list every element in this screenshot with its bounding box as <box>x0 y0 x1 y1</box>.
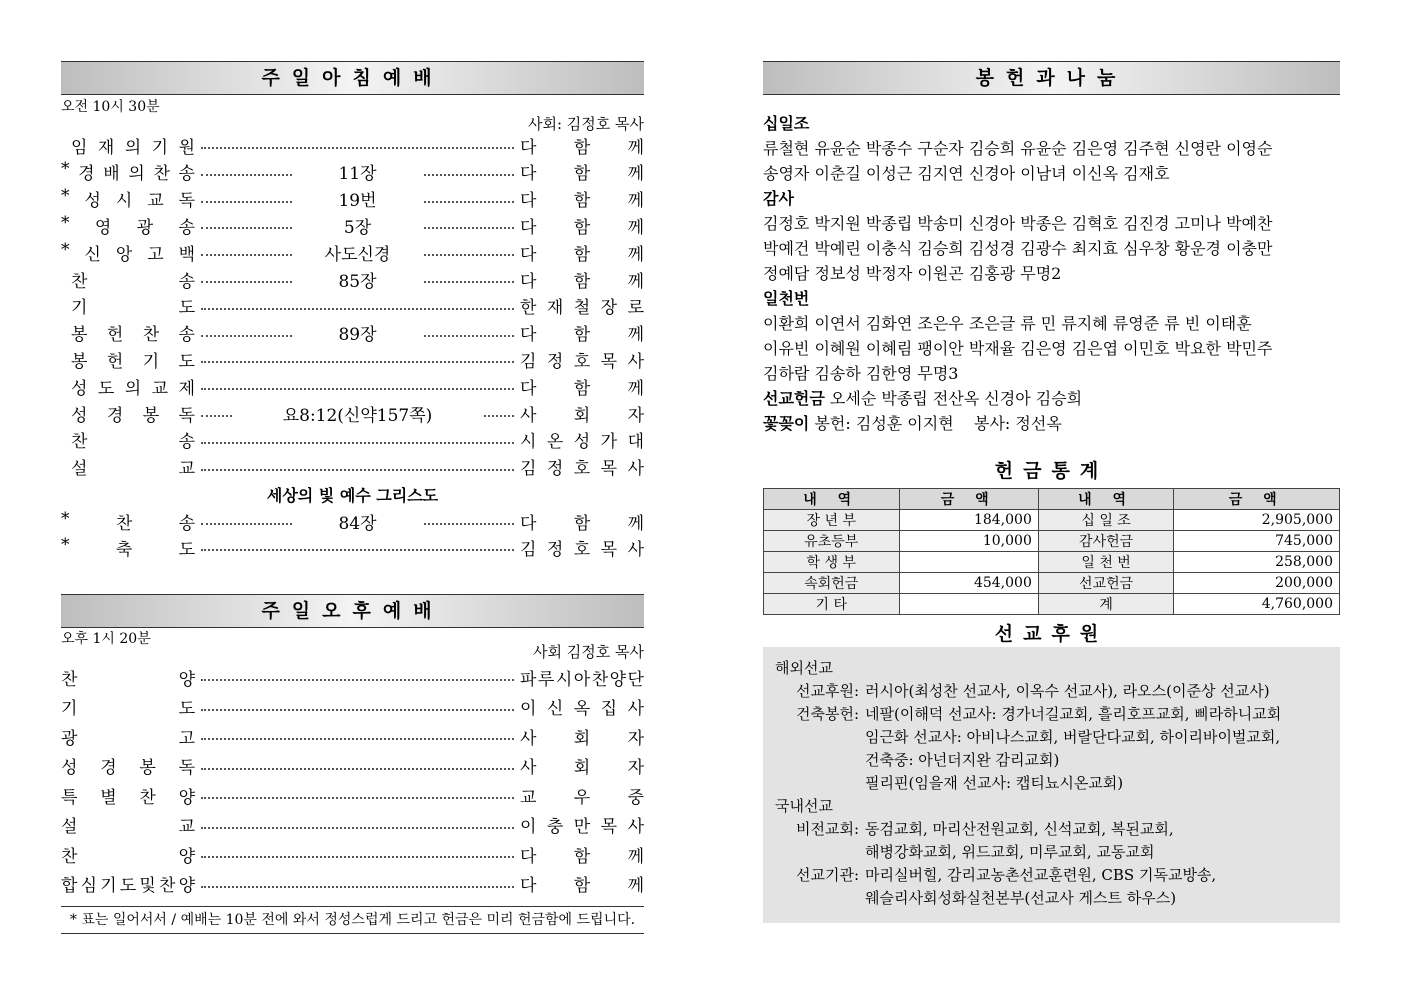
morning-item-label: 찬 송 <box>71 271 195 292</box>
afternoon-item-label: 설 교 <box>61 817 195 837</box>
support-box <box>763 647 1340 923</box>
stats-amount-cell <box>899 552 1038 573</box>
leader-dots <box>424 240 515 256</box>
stats-amount-cell: 10,000 <box>899 531 1038 552</box>
stats-row <box>764 552 1340 573</box>
afternoon-item-row <box>61 812 644 838</box>
closing-item-leader: 다 함 께 <box>520 513 644 534</box>
afternoon-item-leader: 다 함 께 <box>520 876 644 896</box>
left-column <box>61 61 644 981</box>
mission-offering-line <box>763 386 1340 411</box>
ilcheon-names-2: 이유빈 이혜원 이혜림 팽이안 박재율 김은영 김은엽 이민호 박요한 박민주 <box>763 339 1273 358</box>
leader-dots <box>201 695 514 711</box>
overseas-building-row <box>775 703 1340 795</box>
overseas-building-line: 건축중: 아넌더지완 감리교회) <box>865 751 1060 769</box>
afternoon-service-header: 주일오후예배 <box>61 594 644 628</box>
afternoon-item-row <box>61 753 644 779</box>
mission-offering-names: 오세순 박종립 전산옥 신경아 김승희 <box>829 389 1083 408</box>
offering-list <box>763 111 1340 436</box>
stats-amount-cell: 454,000 <box>899 573 1038 594</box>
closing-item-row <box>61 508 644 534</box>
morning-item-row <box>61 346 644 372</box>
morning-item-leader: 다 함 께 <box>520 191 644 212</box>
afternoon-item-row <box>61 871 644 897</box>
stats-amount-cell: 745,000 <box>1174 531 1340 552</box>
morning-item-label: 성 도 의 교 제 <box>71 378 195 399</box>
stats-item-cell: 학 생 부 <box>764 552 900 573</box>
flower-text: 봉헌: 김성훈 이지현 봉사: 정선옥 <box>814 414 1062 433</box>
morning-item-row <box>61 400 644 426</box>
morning-item-label: * 신 앙 고 백 <box>61 239 195 265</box>
stats-title: 헌금통계 <box>994 460 1109 482</box>
leader-dots <box>201 872 514 888</box>
closing-item-leader: 김 정 호 목 사 <box>520 539 644 560</box>
stats-amount-cell: 184,000 <box>899 510 1038 531</box>
afternoon-item-label: 찬 양 <box>61 669 195 690</box>
thanks-names-2: 박예건 박예린 이충식 김승희 김성경 김광수 최지효 심우창 황운경 이충만 <box>763 239 1273 258</box>
support-title: 선교후원 <box>994 623 1109 645</box>
overseas-building-line: 임근화 선교사: 아비나스교회, 버랄단다교회, 하이리바이벌교회, <box>865 728 1281 746</box>
leader-dots <box>201 724 514 740</box>
leader-dots <box>484 401 515 417</box>
tithe-label: 십일조 <box>763 114 810 133</box>
afternoon-item-label: 특 별 찬 양 <box>61 787 195 808</box>
leader-dots <box>424 187 515 203</box>
morning-item-label: 기 도 <box>71 298 195 319</box>
stats-item-cell: 기 타 <box>764 594 900 615</box>
domestic-vision-line: 동검교회, 마리산전원교회, 신석교회, 복된교회, <box>865 820 1174 838</box>
morning-item-row <box>61 373 644 399</box>
morning-item-leader: 시 온 성 가 대 <box>520 432 644 453</box>
afternoon-host: 사회 김정호 목사 <box>533 643 644 661</box>
leader-dots <box>424 267 515 283</box>
ilcheon-names-3: 김하람 김송하 김한영 무명3 <box>763 364 959 383</box>
domestic-label: 국내선교 <box>775 797 833 815</box>
overseas-building-line: 네팔(이해덕 선교사: 경가너길교회, 흘리호프교회, 삐라하니교회 <box>865 705 1282 723</box>
stats-amount-cell: 200,000 <box>1174 573 1340 594</box>
morning-item-detail: 85장 <box>338 271 377 292</box>
leader-dots <box>201 374 514 390</box>
leader-dots <box>201 213 292 229</box>
leader-dots <box>201 783 514 799</box>
leader-dots <box>424 509 515 525</box>
morning-item-detail: 19번 <box>338 191 377 212</box>
overseas-support-row <box>775 680 1340 703</box>
tithe-names-2: 송영자 이춘길 이성근 김지연 신경아 이남녀 이신옥 김재호 <box>763 164 1170 183</box>
morning-item-label: * 영 광 송 <box>61 212 195 238</box>
stats-amount-cell: 4,760,000 <box>1174 594 1340 615</box>
morning-item-label: * 경 배 의 찬 송 <box>61 159 195 185</box>
thanks-names-1: 김정호 박지원 박종립 박송미 신경아 박종은 김혁호 김진경 고미나 박예찬 <box>763 214 1273 233</box>
thanks-label: 감사 <box>763 189 794 208</box>
morning-item-detail: 11장 <box>338 164 377 185</box>
stats-amount-cell: 2,905,000 <box>1174 510 1340 531</box>
leader-dots <box>424 213 515 229</box>
morning-item-label: 성 경 봉 독 <box>71 405 195 426</box>
morning-item-leader: 다 함 께 <box>520 271 644 292</box>
closing-item-detail: 84장 <box>338 513 377 534</box>
leader-dots <box>201 294 514 310</box>
overseas-label: 해외선교 <box>775 659 833 677</box>
afternoon-item-leader: 사 회 자 <box>520 728 644 749</box>
afternoon-time: 오후 1시 20분 <box>61 631 151 647</box>
morning-item-leader: 다 함 께 <box>520 244 644 265</box>
stats-row <box>764 510 1340 531</box>
morning-item-row <box>61 320 644 346</box>
leader-dots <box>201 754 514 770</box>
flower-line <box>763 411 1340 436</box>
overseas-building-label: 건축봉헌: <box>795 705 859 723</box>
morning-item-label: 찬 송 <box>71 432 195 453</box>
morning-item-leader: 다 함 께 <box>520 325 644 346</box>
afternoon-item-leader: 다 함 께 <box>520 846 644 867</box>
stats-item-cell: 감사헌금 <box>1038 531 1174 552</box>
morning-item-leader: 다 함 께 <box>520 217 644 238</box>
morning-item-label: 임 재 의 기 원 <box>71 137 195 158</box>
flower-label: 꽃꽂이 <box>763 414 810 433</box>
stats-header-cell: 금 액 <box>1174 489 1340 510</box>
morning-item-leader: 한 재 철 장 로 <box>520 298 644 319</box>
afternoon-item-label: 광 고 <box>61 728 195 749</box>
morning-item-label: * 성 시 교 독 <box>61 186 195 212</box>
morning-item-leader: 김 정 호 목 사 <box>520 351 644 372</box>
morning-item-row <box>61 266 644 292</box>
morning-item-detail: 89장 <box>338 325 377 346</box>
afternoon-item-label: 찬 양 <box>61 846 195 867</box>
morning-host: 사회: 김정호 목사 <box>527 115 644 133</box>
morning-item-leader: 김 정 호 목 사 <box>520 459 644 480</box>
morning-item-label: 설 교 <box>71 459 195 480</box>
morning-item-leader: 사 회 자 <box>520 405 644 426</box>
afternoon-item-row <box>61 694 644 720</box>
afternoon-item-leader: 이 신 옥 집 사 <box>520 699 644 719</box>
domestic-org-line: 웨슬리사회성화실천본부(선교사 게스트 하우스) <box>865 889 1177 907</box>
morning-item-row <box>61 239 644 265</box>
afternoon-item-row <box>61 664 644 690</box>
afternoon-item-label: 합 심 기 도 및 찬 양 <box>61 876 195 896</box>
afternoon-item-label: 기 도 <box>61 699 195 719</box>
stats-amount-cell <box>899 594 1038 615</box>
leader-dots <box>424 321 515 337</box>
stats-amount-cell: 258,000 <box>1174 552 1340 573</box>
footnote: * 표는 일어서서 / 예배는 10분 전에 와서 정성스럽게 드리고 헌금은 미리 헌금함에 드립니다. <box>61 906 644 934</box>
leader-dots <box>424 160 515 176</box>
afternoon-item-leader: 이 충 만 목 사 <box>520 817 644 837</box>
stats-item-cell: 선교헌금 <box>1038 573 1174 594</box>
ilcheon-names-1: 이환희 이연서 김화연 조은우 조은글 류 민 류지혜 류영준 류 빈 이태훈 <box>763 314 1252 333</box>
stats-item-cell: 일 천 번 <box>1038 552 1174 573</box>
morning-item-label: 봉 헌 기 도 <box>71 351 195 372</box>
domestic-vision-line: 해병강화교회, 위드교회, 미루교회, 교동교회 <box>865 843 1155 861</box>
thanks-names-3: 정예담 정보성 박정자 이원곤 김홍광 무명2 <box>763 264 1062 283</box>
morning-item-leader: 다 함 께 <box>520 378 644 399</box>
afternoon-item-row <box>61 782 644 808</box>
closing-item-row <box>61 534 644 560</box>
leader-dots <box>201 267 292 283</box>
offering-header: 봉헌과나눔 <box>763 61 1340 95</box>
leader-dots <box>201 160 292 176</box>
morning-item-label: 봉 헌 찬 송 <box>71 325 195 346</box>
morning-item-leader: 다 함 께 <box>520 164 644 185</box>
morning-item-detail: 5장 <box>343 217 372 238</box>
leader-dots <box>201 665 514 681</box>
afternoon-item-row <box>61 723 644 749</box>
leader-dots <box>201 813 514 829</box>
overseas-support-label: 선교후원: <box>795 682 859 700</box>
stats-header-cell: 내 역 <box>764 489 900 510</box>
domestic-vision-label: 비전교회: <box>795 820 859 838</box>
morning-item-detail: 사도신경 <box>324 244 391 265</box>
afternoon-item-label: 성 경 봉 독 <box>61 758 195 778</box>
afternoon-item-leader: 교 우 중 <box>520 787 644 808</box>
leader-dots <box>201 401 232 417</box>
morning-time: 오전 10시 30분 <box>61 99 160 115</box>
sermon-title: 세상의 빛 예수 그리스도 <box>266 486 439 505</box>
morning-item-row <box>61 132 644 158</box>
ilcheon-label: 일천번 <box>763 289 810 308</box>
leader-dots <box>201 187 292 203</box>
leader-dots <box>201 347 514 363</box>
stats-item-cell: 속회헌금 <box>764 573 900 594</box>
closing-item-label: * 찬 송 <box>61 508 195 534</box>
morning-item-row <box>61 212 644 238</box>
morning-item-row <box>61 454 644 480</box>
right-column <box>763 61 1340 981</box>
morning-item-detail: 요8:12(신약157쪽) <box>282 405 433 426</box>
leader-dots <box>201 455 514 471</box>
mission-offering-label: 선교헌금 <box>763 389 825 408</box>
leader-dots <box>201 842 514 858</box>
morning-item-row <box>61 186 644 212</box>
stats-row <box>764 594 1340 615</box>
stats-header-cell: 금 액 <box>899 489 1038 510</box>
afternoon-item-leader: 파 루 시 아 찬 양 단 <box>520 669 644 690</box>
leader-dots <box>201 535 514 551</box>
stats-row <box>764 531 1340 552</box>
domestic-org-line: 마리실버힐, 감리교농촌선교훈련원, CBS 기독교방송, <box>865 866 1217 884</box>
leader-dots <box>201 428 514 444</box>
morning-service-header: 주일아침예배 <box>61 61 644 95</box>
stats-item-cell: 장 년 부 <box>764 510 900 531</box>
morning-item-row <box>61 159 644 185</box>
afternoon-item-leader: 사 회 자 <box>520 758 644 778</box>
leader-dots <box>201 133 514 149</box>
leader-dots <box>201 240 292 256</box>
morning-item-row <box>61 293 644 319</box>
overseas-building-line: 필리핀(임을재 선교사: 캡티뇨시온교회) <box>865 774 1124 792</box>
stats-item-cell: 십 일 조 <box>1038 510 1174 531</box>
stats-table <box>763 488 1340 615</box>
stats-item-cell: 유초등부 <box>764 531 900 552</box>
closing-item-label: * 축 도 <box>61 534 195 560</box>
leader-dots <box>201 321 292 337</box>
stats-row <box>764 573 1340 594</box>
overseas-support-text: 러시아(최성찬 선교사, 이옥수 선교사), 라오스(이준상 선교사) <box>865 682 1270 700</box>
stats-header-cell: 내 역 <box>1038 489 1174 510</box>
domestic-vision-row <box>775 818 1340 864</box>
afternoon-item-row <box>61 841 644 867</box>
leader-dots <box>201 509 292 525</box>
domestic-org-row <box>775 864 1340 910</box>
tithe-names-1: 류철현 유윤순 박종수 구순자 김승희 유윤순 김은영 김주현 신영란 이영순 <box>763 139 1273 158</box>
domestic-org-label: 선교기관: <box>795 866 859 884</box>
morning-item-leader: 다 함 께 <box>520 137 644 158</box>
morning-item-row <box>61 427 644 453</box>
stats-item-cell: 계 <box>1038 594 1174 615</box>
